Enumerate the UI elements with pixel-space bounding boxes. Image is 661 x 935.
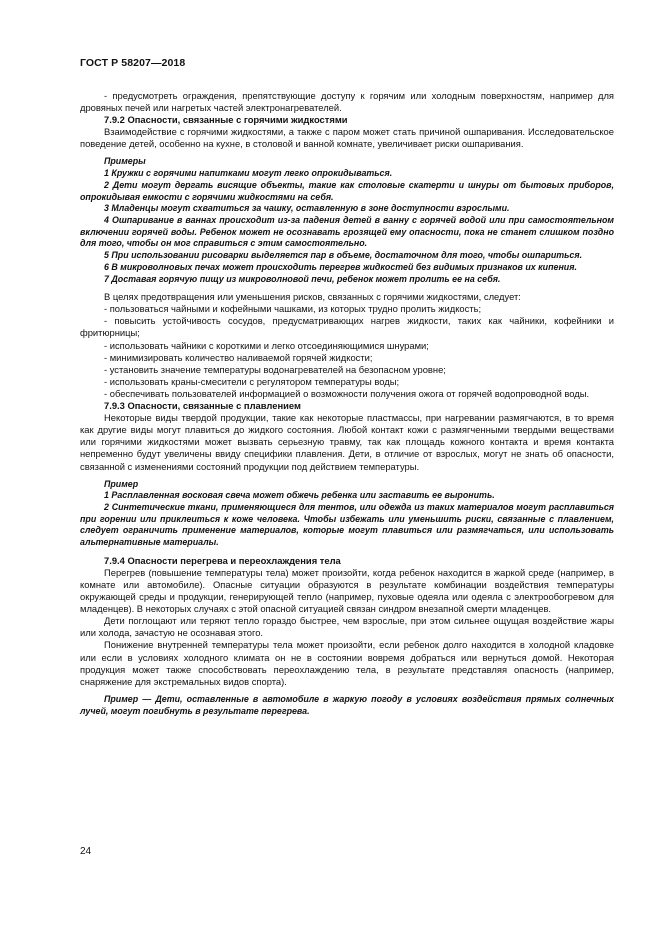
- paragraph: Взаимодействие с горячими жидкостями, а также с паром может стать причиной ошпаривания. Исследовательское поведение детей, особенно на кухне, в столовой и ванной комнате, увеличивает риски ошпаривания.: [80, 126, 614, 150]
- example-heading: Пример: [104, 478, 139, 489]
- example-item: 7 Доставая горячую пищу из микроволновой печи, ребенок может пролить ее на себя.: [104, 273, 501, 284]
- paragraph: - предусмотреть ограждения, препятствующие доступу к горячим или холодным поверхностям, например для дровяных печей или нагретых частей электронагревателей.: [80, 90, 614, 114]
- page-content: [80, 90, 614, 717]
- list-item: - пользоваться чайными и кофейными чашками, из которых трудно пролить жидкость;: [104, 303, 482, 315]
- example-item: 2 Синтетические ткани, применяющиеся для тентов, или одежда из таких материалов могут расплавиться при горении или приклеиться к коже человека. Чтобы избежать или уменьшить риски, связанные с плавлением, следует ограничить применение материалов, которые могут плавиться или размягчаться, или использовать альтернативные материалы.: [80, 502, 614, 548]
- list-item: - использовать чайники с короткими и легко отсоединяющимися шнурами;: [104, 339, 429, 351]
- paragraph: Дети поглощают или теряют тепло гораздо быстрее, чем взрослые, при этом сильнее ощущая воздействие жары или холода, зачастую не осознавая этого.: [80, 615, 614, 639]
- example-item: 5 При использовании рисоварки выделяется пар в объеме, достаточном для того, чтобы ошпариться.: [104, 250, 583, 261]
- page-number: 24: [80, 846, 92, 857]
- example-item: 6 В микроволновых печах может происходить перегрев жидкостей без видимых признаков их кипения.: [104, 261, 577, 272]
- example-item: 3 Младенцы могут схватиться за чашку, оставленную в зоне доступности взрослыми.: [104, 203, 510, 214]
- paragraph: Перегрев (повышение температуры тела) может произойти, когда ребенок находится в жаркой среде (например, в комнате или автомобиле). Опасные ситуации образуются в результате комбинации воздействия температуры окружающей среды и продукции, генерирующей тепло (например, пуховые одеяла или одеяла с электрообогревом для младенцев). В некоторых случаях с этой опасной ситуацией связан синдром внезапной смерти младенцев.: [80, 566, 614, 615]
- example-item: 1 Кружки с горячими напитками могут легко опрокидываться.: [104, 168, 393, 179]
- examples-heading: Примеры: [104, 156, 146, 167]
- list-item: - обеспечивать пользователей информацией о возможности получения ожога от горячей водопроводной воды.: [104, 387, 590, 399]
- list-item: - установить значение температуры водонагревателей на безопасном уровне;: [104, 363, 446, 375]
- paragraph: В целях предотвращения или уменьшения рисков, связанных с горячими жидкостями, следует:: [104, 291, 521, 303]
- example-item: 2 Дети могут дергать висящие объекты, такие как столовые скатерти и шнуры от бытовых приборов, опрокидывая емкости с горячими жидкостями на себя.: [80, 179, 614, 202]
- paragraph: Понижение внутренней температуры тела может произойти, если ребенок долго находится в холодной кладовке или если в условиях холодного климата он не в состоянии вовремя добраться или вернуться домой. Некоторая продукция может также способствовать переохлаждению тела, в результате представляя опасность (например, снаряжение для экстремальных видов спорта).: [80, 639, 614, 687]
- example-item: 1 Расплавленная восковая свеча может обжечь ребенка или заставить ее выронить.: [104, 490, 495, 501]
- example-item: Пример — Дети, оставленные в автомобиле в жаркую погоду в условиях воздействия прямых солнечных лучей, могут погибнуть в результате перегрева.: [80, 693, 614, 716]
- example-item: 4 Ошпаривание в ваннах происходит из-за падения детей в ванну с горячей водой или при самостоятельном включении горячей воды. Ребенок может не осознавать грозящей ему опасности, пока не станет слишком поздно для того, чтобы он мог справиться с этим самостоятельно.: [80, 214, 614, 249]
- list-item: - повысить устойчивость сосудов, предусматривающих нагрев жидкости, таких как чайники, кофейники и фритюрницы;: [80, 315, 614, 339]
- section-heading: 7.9.4 Опасности перегрева и переохлаждения тела: [104, 554, 341, 566]
- paragraph: Некоторые виды твердой продукции, такие как некоторые пластмассы, при нагревании размягчаются, в то время как другие виды могут плавиться до жидкого состояния. Любой контакт кожи с размягченными твердыми веществами или горячими жидкостями может вызвать серьезную травму, так как площадь кожного контакта и время контакта непременно будут увеличены ввиду специфики плавления. Дети, в отличие от взрослых, могут не знать об опасности, связанной с изменениями состояний продукции под действием температуры.: [80, 412, 614, 472]
- list-item: - использовать краны-смесители с регулятором температуры воды;: [104, 375, 400, 387]
- section-heading: 7.9.2 Опасности, связанные с горячими жидкостями: [104, 114, 348, 126]
- document-header: ГОСТ Р 58207—2018: [80, 57, 186, 69]
- section-heading: 7.9.3 Опасности, связанные с плавлением: [104, 400, 301, 412]
- list-item: - минимизировать количество наливаемой горячей жидкости;: [104, 351, 373, 363]
